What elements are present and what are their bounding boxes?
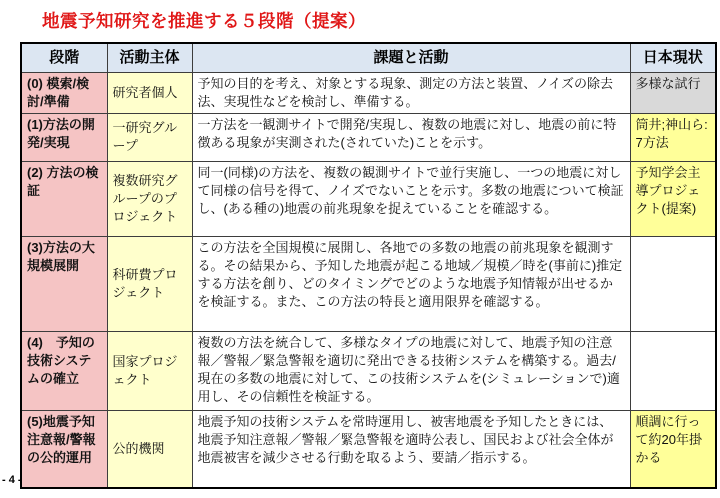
actor-cell: 研究者個人: [107, 72, 192, 113]
actor-cell: 一研究グループ: [107, 113, 192, 161]
stage-cell: (0) 模索/検討/準備: [21, 72, 107, 113]
status-cell: 順調に行って約20年掛かる: [630, 410, 716, 488]
stages-table: [20, 42, 717, 489]
col-header-stage: 段階: [21, 43, 107, 72]
stage-cell: (3)方法の大規模展開: [21, 236, 107, 331]
task-cell: 同一(同様)の方法を、複数の観測サイトで並行実施し、一つの地震に対して同様の信号を得て、ノイズでないことを示す。多数の地震について検証し、(ある種の)地震の前兆現象を捉えていることを確認する。: [192, 161, 630, 236]
stage-cell: (2) 方法の検証: [21, 161, 107, 236]
col-header-actor: 活動主体: [107, 43, 192, 72]
table-row: [21, 410, 716, 488]
stage-cell: (4) 予知の技術システムの確立: [21, 331, 107, 410]
stage-cell: (1)方法の開発/実現: [21, 113, 107, 161]
table-row: [21, 72, 716, 113]
header-row: [21, 43, 716, 72]
table-row: [21, 161, 716, 236]
table-row: [21, 236, 716, 331]
actor-cell: 複数研究グループのプロジェクト: [107, 161, 192, 236]
table-row: [21, 331, 716, 410]
table-body: [21, 72, 716, 488]
actor-cell: 公的機関: [107, 410, 192, 488]
status-cell: [630, 331, 716, 410]
col-header-task: 課題と活動: [192, 43, 630, 72]
col-header-status: 日本現状: [630, 43, 716, 72]
task-cell: 複数の方法を統合して、多様なタイプの地震に対して、地震予知の注意報／警報／緊急警報を適切に発出できる技術システムを構築する。過去/現在の多数の地震に対して、この技術システムを(シミュレーションで)適用し、その信頼性を検証する。: [192, 331, 630, 410]
page-number: - 4 -: [2, 474, 22, 486]
task-cell: 地震予知の技術システムを常時運用し、被害地震を予知したときには、地震予知注意報／警報／緊急警報を適時公表し、国民および社会全体が地震被害を減少させる行動を取るよう、要請／指示する。: [192, 410, 630, 488]
task-cell: 予知の目的を考え、対象とする現象、測定の方法と装置、ノイズの除去法、実現性などを検討し、準備する。: [192, 72, 630, 113]
actor-cell: 科研費プロジェクト: [107, 236, 192, 331]
table-row: [21, 113, 716, 161]
status-cell: 多様な試行: [630, 72, 716, 113]
actor-cell: 国家プロジェクト: [107, 331, 192, 410]
page-title: 地震予知研究を推進する５段階（提案）: [42, 11, 366, 31]
stage-cell: (5)地震予知注意報/警報の公的運用: [21, 410, 107, 488]
task-cell: 一方法を一観測サイトで開発/実現し、複数の地震に対し、地震の前に特徴ある現象が実測された(されていた)ことを示す。: [192, 113, 630, 161]
status-cell: 予知学会主導プロジェクト(提案): [630, 161, 716, 236]
status-cell: [630, 236, 716, 331]
task-cell: この方法を全国規模に展開し、各地での多数の地震の前兆現象を観測する。その結果から、予知した地震が起こる地域／規模／時を(事前に)推定する方法を創り、どのタイミングでどのような地震予知情報が出せるかを検証する。また、この方法の特長と適用限界を確認する。: [192, 236, 630, 331]
status-cell: 筒井;神山ら: 7方法: [630, 113, 716, 161]
